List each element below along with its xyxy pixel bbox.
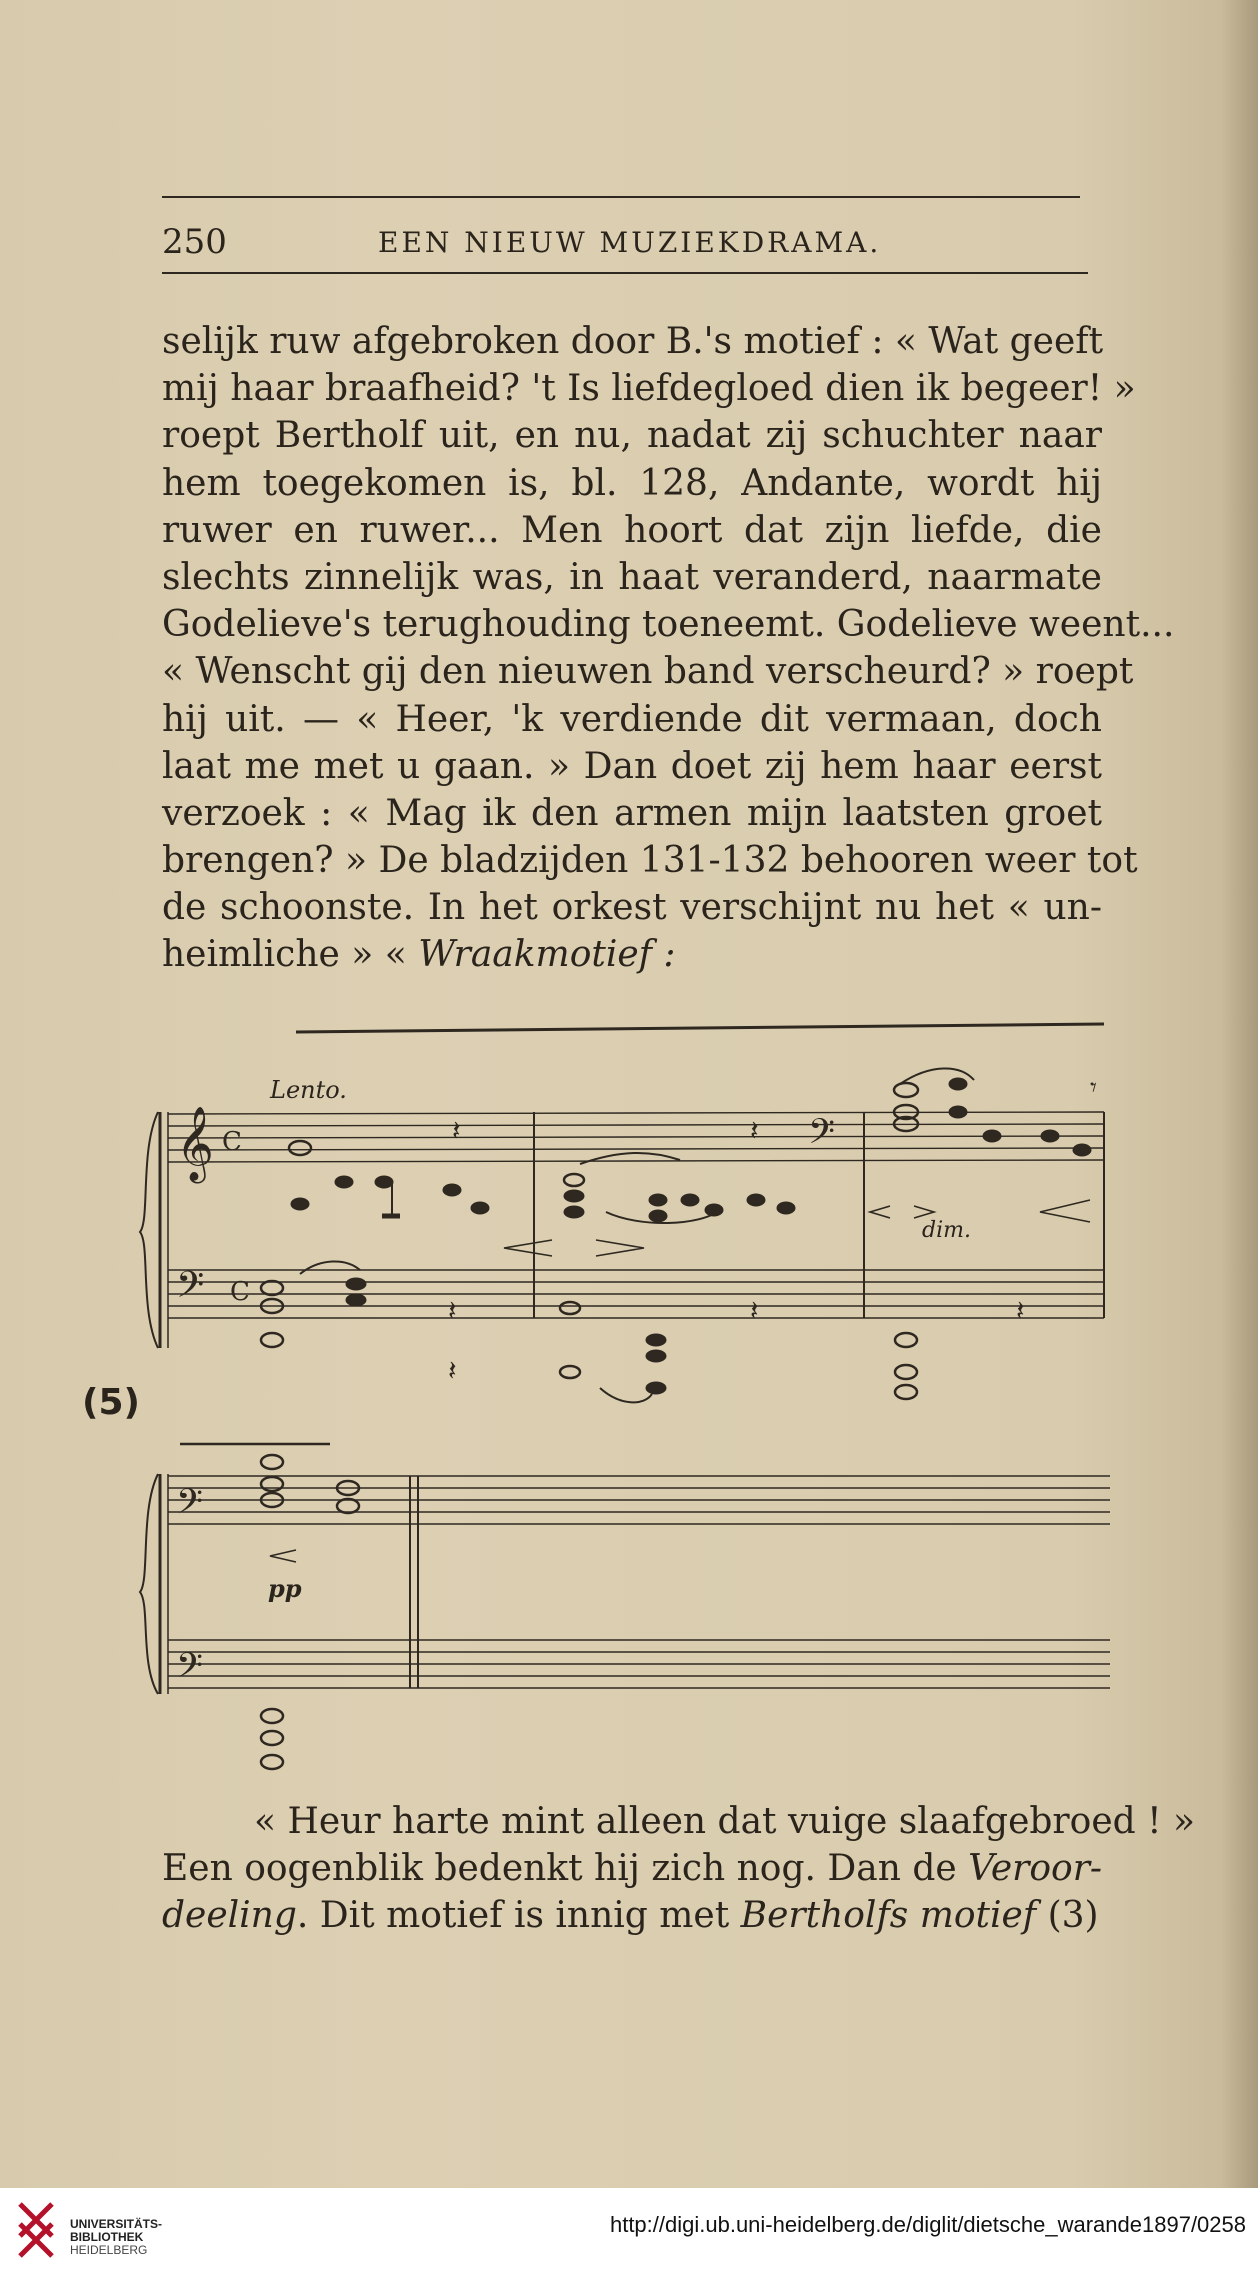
text-fragment: Een oogenblik bedenkt hij zich nog. Dan de xyxy=(162,1848,969,1890)
italic-term: Veroor- xyxy=(968,1848,1103,1890)
text-line: verzoek : « Mag ik den armen mijn laatsten groet xyxy=(162,792,1102,834)
running-title: EEN NIEUW MUZIEKDRAMA. xyxy=(378,226,882,259)
text-fragment: heimliche » « xyxy=(162,934,407,976)
text-line: de schoonste. In het orkest verschijnt nu het « un- xyxy=(162,887,1102,929)
text-line: mij haar braafheid? 't Is liefdegloed dien ik begeer! » xyxy=(162,368,1136,410)
permalink-url[interactable]: http://digi.ub.uni-heidelberg.de/diglit/dietsche_warande1897/0258 xyxy=(609,2212,1246,2237)
italic-term: deeling xyxy=(162,1895,297,1937)
svg-text:𝄢: 𝄢 xyxy=(176,1645,204,1694)
text-line xyxy=(162,1845,1102,1892)
closing-paragraph xyxy=(162,1798,1196,1940)
svg-text:𝄢: 𝄢 xyxy=(808,1111,836,1160)
text-line xyxy=(162,1892,1102,1939)
svg-text:𝄽: 𝄽 xyxy=(750,1114,759,1147)
text-line: Godelieve's terughouding toeneemt. Godelieve weent... xyxy=(162,604,1175,646)
text-line: ruwer en ruwer... Men hoort dat zijn liefde, die xyxy=(162,509,1102,551)
motif-name: Wraakmotief : xyxy=(418,934,676,976)
svg-text:𝄽: 𝄽 xyxy=(750,1294,759,1327)
text-line: brengen? » De bladzijden 131-132 behooren weer tot xyxy=(162,840,1138,882)
text-line: hij uit. — « Heer, 'k verdiende dit vermaan, doch xyxy=(162,698,1102,740)
svg-text:𝄽: 𝄽 xyxy=(1016,1294,1025,1327)
svg-text:𝄾: 𝄾 xyxy=(1090,1073,1097,1103)
text-line: slechts zinnelijk was, in haat veranderd, naarmate xyxy=(162,556,1102,598)
svg-text:C: C xyxy=(230,1277,250,1307)
tempo-marking: Lento. xyxy=(270,1076,347,1104)
dynamic-dim: dim. xyxy=(922,1218,971,1243)
italic-term: Bertholfs motief xyxy=(740,1895,1037,1937)
library-name: UNIVERSITÄTS- BIBLIOTHEK HEIDELBERG xyxy=(70,2217,163,2257)
text-fragment: (3) xyxy=(1036,1895,1099,1937)
svg-text:𝄞: 𝄞 xyxy=(176,1107,214,1181)
page-number: 250 xyxy=(162,222,227,262)
svg-text:𝄽: 𝄽 xyxy=(452,1114,461,1147)
viewer-footer xyxy=(0,2188,1258,2280)
text-fragment: . Dit motief is innig met xyxy=(296,1895,741,1937)
svg-text:𝄢: 𝄢 xyxy=(176,1264,205,1315)
svg-text:C: C xyxy=(222,1127,242,1157)
text-line: selijk ruw afgebroken door B.'s motief : « Wat geeft xyxy=(162,321,1104,362)
svg-text:𝄢: 𝄢 xyxy=(176,1481,204,1530)
text-line: roept Bertholf uit, en nu, nadat zij schuchter naar xyxy=(162,415,1102,457)
example-number: (5) xyxy=(82,1382,140,1423)
library-logo-icon xyxy=(14,2198,58,2262)
text-line xyxy=(162,1798,1196,1845)
text-line: laat me met u gaan. » Dan doet zij hem haar eerst xyxy=(162,745,1102,787)
svg-text:𝄽: 𝄽 xyxy=(448,1354,457,1387)
text-line: « Wenscht gij den nieuwen band verscheurd? » roept xyxy=(162,651,1134,693)
text-line: hem toegekomen is, bl. 128, Andante, wordt hij xyxy=(162,462,1102,504)
quote-line: « Heur harte mint alleen dat vuige slaafgebroed ! » xyxy=(254,1801,1196,1842)
svg-text:𝄽: 𝄽 xyxy=(448,1294,457,1327)
dynamic-pp: pp xyxy=(268,1574,302,1603)
